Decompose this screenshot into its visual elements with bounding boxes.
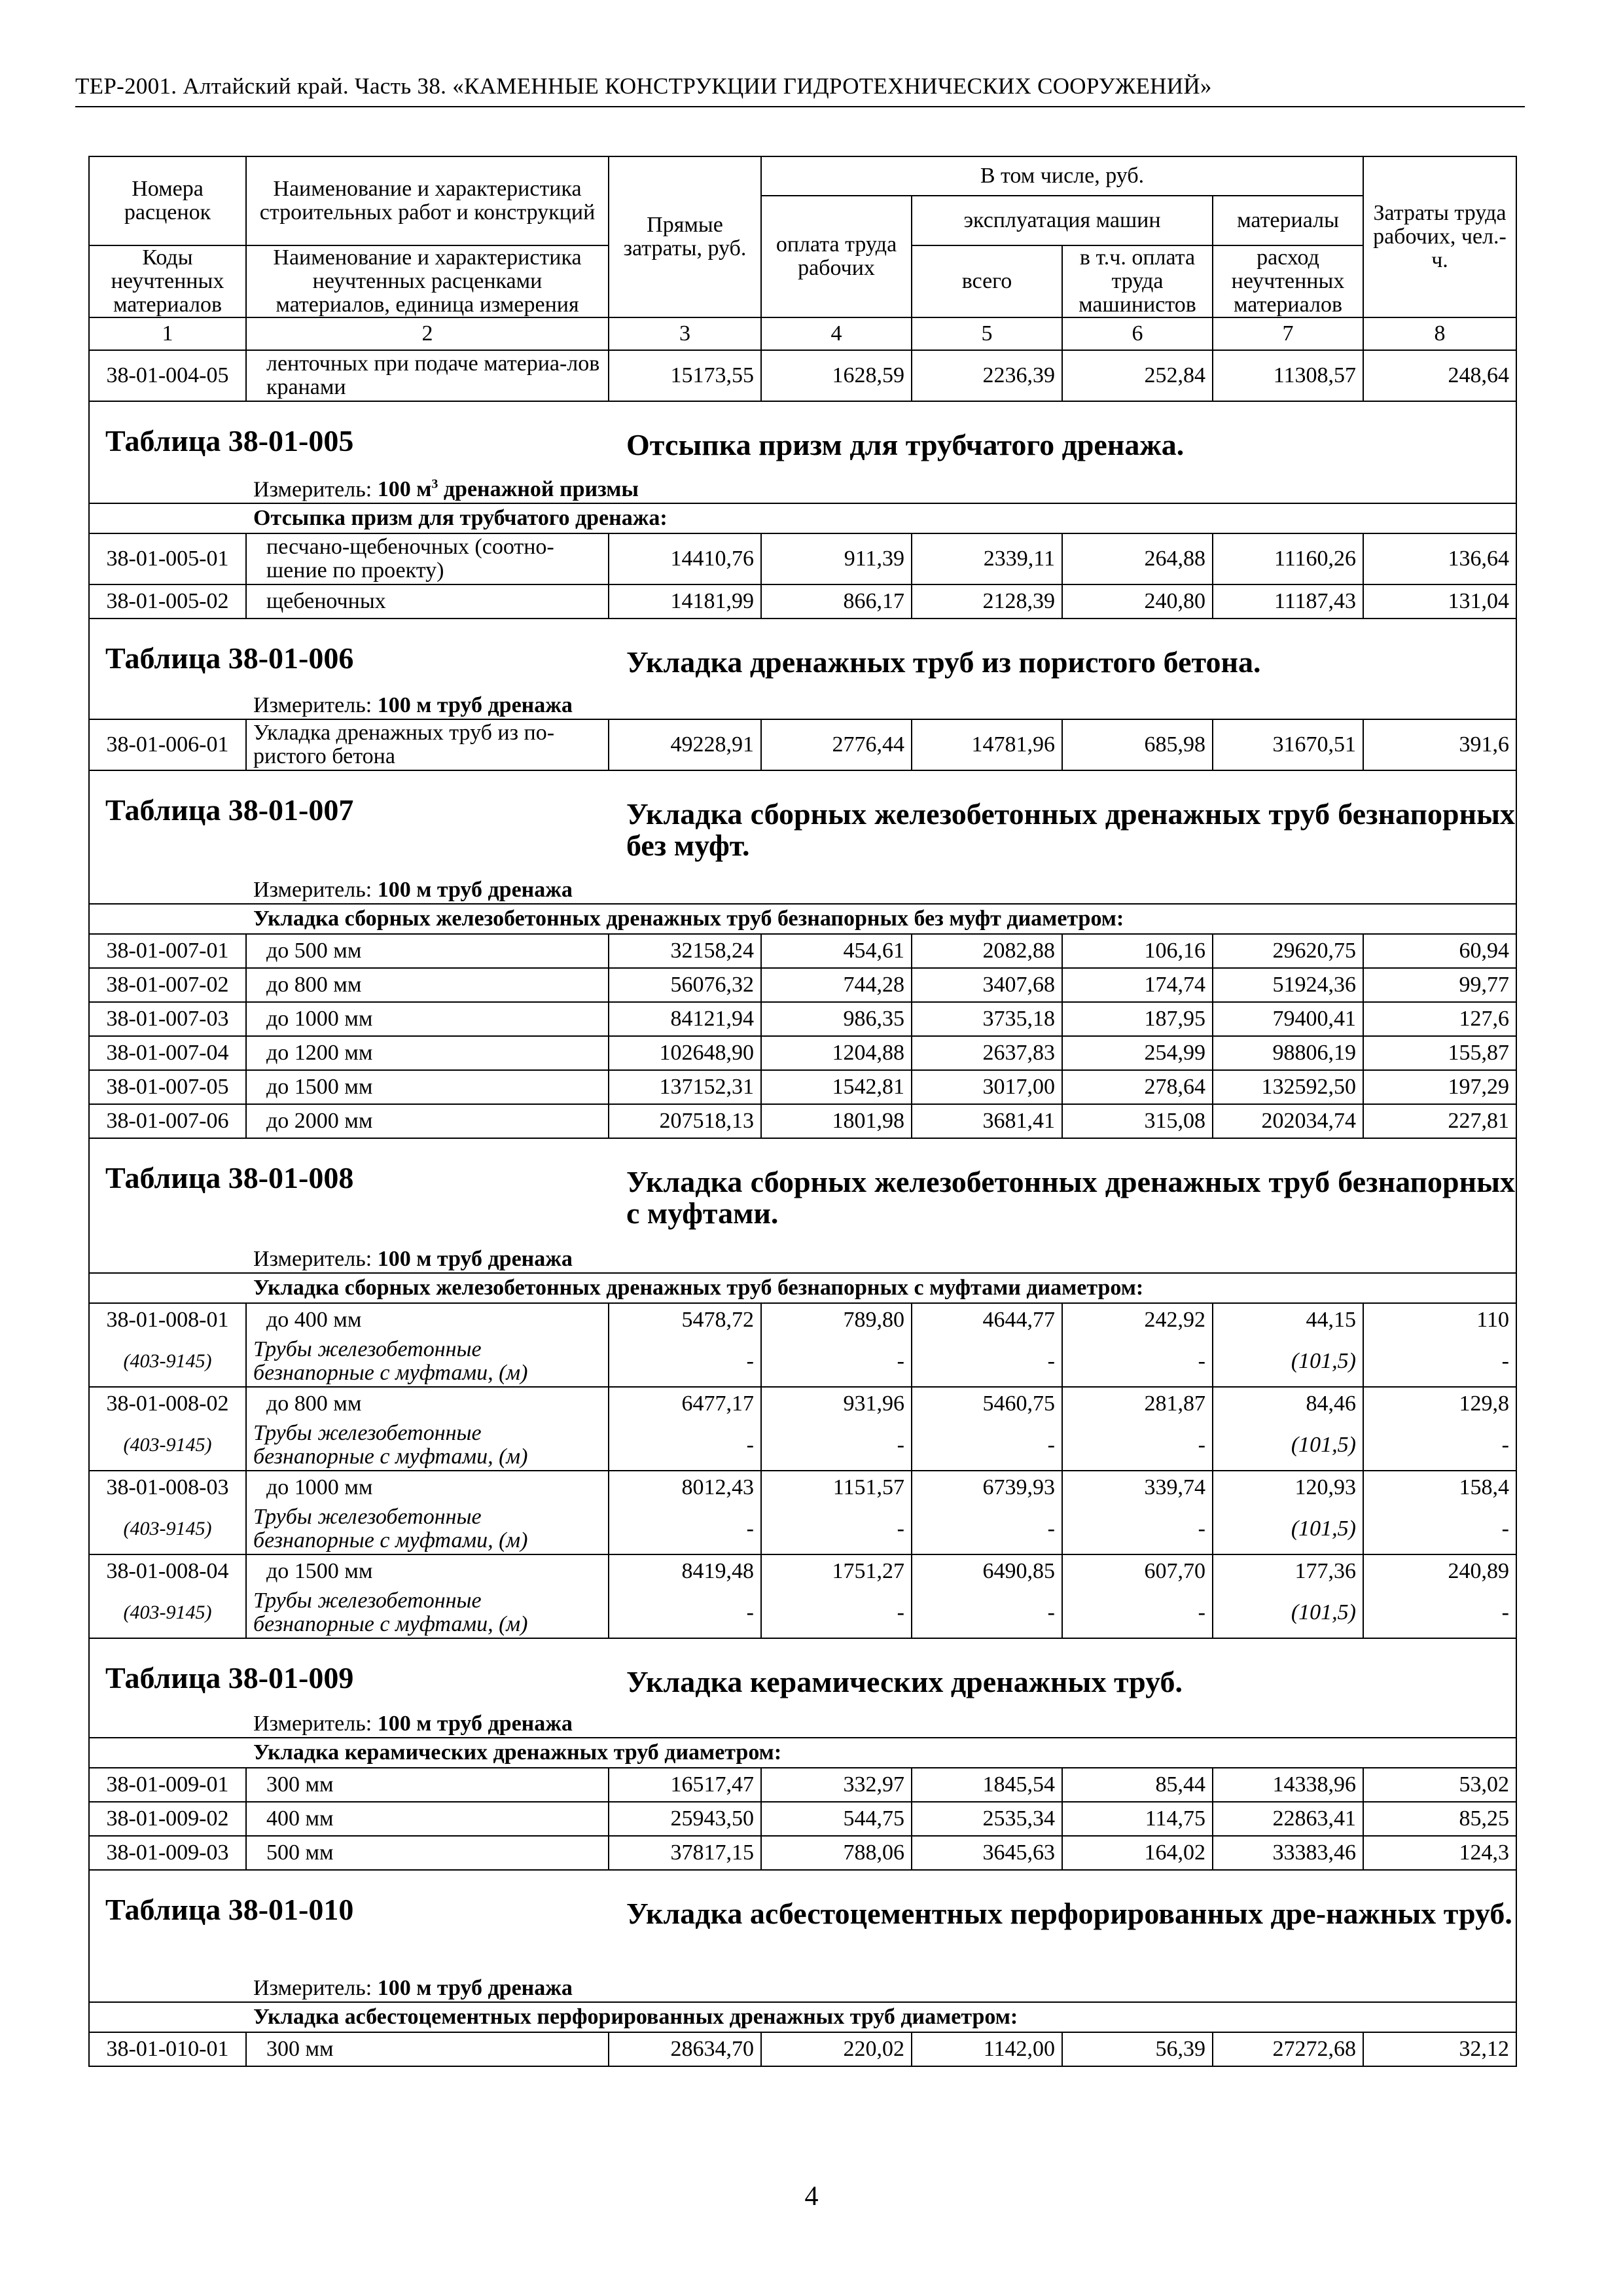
cell-pay: 1151,57	[761, 1471, 912, 1504]
cell-materials: 98806,19	[1213, 1036, 1363, 1070]
th-number: Номера расценок	[89, 156, 246, 245]
cell-machines-pay: 187,95	[1062, 1002, 1213, 1036]
cell-direct: 102648,90	[609, 1036, 761, 1070]
cell-machines-pay: 315,08	[1062, 1104, 1213, 1138]
material-row	[89, 1588, 1516, 1638]
cell-labor: 240,89	[1363, 1554, 1516, 1588]
cell-materials: 11187,43	[1213, 584, 1363, 619]
cell-machines: 2535,34	[912, 1802, 1062, 1836]
group-header: Укладка асбестоцементных перфорированных дренажных труб диаметром:	[89, 2002, 1516, 2032]
rate-code: 38-01-009-02	[89, 1802, 246, 1836]
rate-code: 38-01-007-06	[89, 1104, 246, 1138]
cell-machines-pay: -	[1062, 1420, 1213, 1471]
section-unit: Измеритель: 100 м труб дренажа	[253, 1976, 573, 2000]
cell-pay: 544,75	[761, 1802, 912, 1836]
colnum: 4	[761, 317, 912, 350]
section-header	[89, 1870, 1516, 2002]
cell-machines: 2637,83	[912, 1036, 1062, 1070]
cell-labor: 110	[1363, 1303, 1516, 1336]
section-header	[89, 1638, 1516, 1738]
group-header: Отсыпка призм для трубчатого дренажа:	[89, 503, 1516, 533]
cell-labor: 136,64	[1363, 533, 1516, 584]
rate-code: 38-01-007-05	[89, 1070, 246, 1104]
cell-machines: 3645,63	[912, 1836, 1062, 1870]
section-unit: Измеритель: 100 м труб дренажа	[253, 1247, 573, 1271]
cell-pay: -	[761, 1504, 912, 1554]
cell-direct: 84121,94	[609, 1002, 761, 1036]
cell-direct: 14410,76	[609, 533, 761, 584]
cell-machines: 5460,75	[912, 1387, 1062, 1420]
section-title: Таблица 38-01-007	[105, 793, 354, 827]
rate-code: 38-01-005-02	[89, 584, 246, 619]
cell-machines-pay: -	[1062, 1504, 1213, 1554]
cell-pay: 220,02	[761, 2032, 912, 2066]
cell-machines: 6490,85	[912, 1554, 1062, 1588]
cell-machines: 3681,41	[912, 1104, 1062, 1138]
rate-name: Укладка дренажных труб из по-ристого бетона	[246, 719, 609, 770]
th-pay: оплата труда рабочих	[761, 196, 912, 317]
th-machines-pay: в т.ч. оплата труда машинистов	[1062, 245, 1213, 317]
cell-materials: 120,93	[1213, 1471, 1363, 1504]
cell-materials: 51924,36	[1213, 968, 1363, 1002]
cell-labor: 131,04	[1363, 584, 1516, 619]
cell-materials: 29620,75	[1213, 934, 1363, 968]
cell-labor: 158,4	[1363, 1471, 1516, 1504]
cell-machines-pay: 264,88	[1062, 533, 1213, 584]
rate-name: до 800 мм	[246, 1387, 609, 1420]
cell-labor: -	[1363, 1336, 1516, 1387]
section-title: Таблица 38-01-008	[105, 1161, 354, 1194]
cell-direct: 8012,43	[609, 1471, 761, 1504]
material-code: (403-9145)	[89, 1504, 246, 1554]
section-name: Укладка сборных железобетонных дренажных труб безнапорных с муфтами.	[626, 1165, 1515, 1230]
cell-machines-pay: 164,02	[1062, 1836, 1213, 1870]
cell-machines-pay: 254,99	[1062, 1036, 1213, 1070]
colnum: 7	[1213, 317, 1363, 350]
cell-materials: 31670,51	[1213, 719, 1363, 770]
cell-materials: (101,5)	[1213, 1420, 1363, 1471]
cell-materials: 132592,50	[1213, 1070, 1363, 1104]
table-row	[89, 1554, 1516, 1588]
cell-machines-pay: -	[1062, 1336, 1213, 1387]
cell-labor: 129,8	[1363, 1387, 1516, 1420]
rate-code: 38-01-008-04	[89, 1554, 246, 1588]
table-row	[89, 1836, 1516, 1870]
cell-labor: 127,6	[1363, 1002, 1516, 1036]
colnum: 1	[89, 317, 246, 350]
cell-direct: -	[609, 1504, 761, 1554]
th-work-name: Наименование и характеристика строительных работ и конструкций	[246, 156, 609, 245]
cell-pay: 1204,88	[761, 1036, 912, 1070]
cell-pay: 2776,44	[761, 719, 912, 770]
section-title: Таблица 38-01-009	[105, 1661, 354, 1695]
material-code: (403-9145)	[89, 1420, 246, 1471]
material-code: (403-9145)	[89, 1336, 246, 1387]
table-row	[89, 1036, 1516, 1070]
cell-machines: 3017,00	[912, 1070, 1062, 1104]
cell-machines: 6739,93	[912, 1471, 1062, 1504]
cell-pay: 1628,59	[761, 350, 912, 401]
cell-machines: 14781,96	[912, 719, 1062, 770]
cell-direct: 207518,13	[609, 1104, 761, 1138]
material-name: Трубы железобетонные безнапорные с муфтами, (м)	[246, 1504, 609, 1554]
cell-machines-pay: 85,44	[1062, 1768, 1213, 1802]
cell-labor: 227,81	[1363, 1104, 1516, 1138]
table-row	[89, 350, 1516, 401]
rate-code: 38-01-009-03	[89, 1836, 246, 1870]
section-unit: Измеритель: 100 м труб дренажа	[253, 693, 573, 717]
cell-materials: 27272,68	[1213, 2032, 1363, 2066]
cell-materials: (101,5)	[1213, 1588, 1363, 1638]
cell-machines: 2236,39	[912, 350, 1062, 401]
cell-machines-pay: 174,74	[1062, 968, 1213, 1002]
table-row	[89, 1471, 1516, 1504]
cell-labor: 53,02	[1363, 1768, 1516, 1802]
cell-machines-pay: 240,80	[1062, 584, 1213, 619]
cell-direct: 16517,47	[609, 1768, 761, 1802]
cell-pay: 332,97	[761, 1768, 912, 1802]
section-header	[89, 619, 1516, 719]
cell-pay: 788,06	[761, 1836, 912, 1870]
cell-labor: -	[1363, 1420, 1516, 1471]
cell-labor: 155,87	[1363, 1036, 1516, 1070]
rate-code: 38-01-009-01	[89, 1768, 246, 1802]
section-unit: Измеритель: 100 м труб дренажа	[253, 878, 573, 902]
table-row	[89, 968, 1516, 1002]
cell-machines: -	[912, 1504, 1062, 1554]
rate-code: 38-01-008-03	[89, 1471, 246, 1504]
cell-pay: 986,35	[761, 1002, 912, 1036]
section-title: Таблица 38-01-006	[105, 641, 354, 675]
rate-name: 500 мм	[246, 1836, 609, 1870]
rate-name: до 1500 мм	[246, 1554, 609, 1588]
material-name: Трубы железобетонные безнапорные с муфтами, (м)	[246, 1588, 609, 1638]
cell-machines-pay: 281,87	[1062, 1387, 1213, 1420]
cell-pay: 866,17	[761, 584, 912, 619]
th-material-name: Наименование и характеристика неучтенных расценками материалов, единица измерения	[246, 245, 609, 317]
material-row	[89, 1336, 1516, 1387]
cell-materials: 33383,46	[1213, 1836, 1363, 1870]
rate-name: до 800 мм	[246, 968, 609, 1002]
page-number: 4	[804, 2181, 819, 2212]
section-unit: Измеритель: 100 м труб дренажа	[253, 1712, 573, 1736]
cell-direct: -	[609, 1420, 761, 1471]
section-name: Укладка керамических дренажных труб.	[626, 1665, 1183, 1698]
rate-code: 38-01-010-01	[89, 2032, 246, 2066]
section-header	[89, 401, 1516, 503]
rate-name: до 1500 мм	[246, 1070, 609, 1104]
cell-labor: 124,3	[1363, 1836, 1516, 1870]
section-title: Таблица 38-01-010	[105, 1893, 354, 1926]
th-machines-total: всего	[912, 245, 1062, 317]
th-machines: эксплуатация машин	[912, 196, 1213, 245]
material-name: Трубы железобетонные безнапорные с муфтами, (м)	[246, 1420, 609, 1471]
table-row	[89, 1802, 1516, 1836]
cell-direct: -	[609, 1336, 761, 1387]
cell-machines-pay: 685,98	[1062, 719, 1213, 770]
cell-pay: 931,96	[761, 1387, 912, 1420]
table-row	[89, 1104, 1516, 1138]
cell-direct: 8419,48	[609, 1554, 761, 1588]
section-name: Укладка дренажных труб из пористого бетона.	[626, 645, 1261, 679]
running-header: ТЕР-2001. Алтайский край. Часть 38. «КАМЕННЫЕ КОНСТРУКЦИИ ГИДРОТЕХНИЧЕСКИХ СООРУЖЕНИЙ»	[75, 73, 1525, 107]
rate-code: 38-01-005-01	[89, 533, 246, 584]
cell-machines: 1845,54	[912, 1768, 1062, 1802]
material-code: (403-9145)	[89, 1588, 246, 1638]
cell-materials: 177,36	[1213, 1554, 1363, 1588]
cell-labor: 197,29	[1363, 1070, 1516, 1104]
cell-materials: 84,46	[1213, 1387, 1363, 1420]
cell-machines: 1142,00	[912, 2032, 1062, 2066]
section-name: Отсыпка призм для трубчатого дренажа.	[626, 428, 1185, 461]
cell-machines-pay: 106,16	[1062, 934, 1213, 968]
rate-name: до 400 мм	[246, 1303, 609, 1336]
rate-name: до 1000 мм	[246, 1471, 609, 1504]
cell-direct: 37817,15	[609, 1836, 761, 1870]
table-row	[89, 2032, 1516, 2066]
th-labor: Затраты труда рабочих, чел.-ч.	[1363, 156, 1516, 317]
cell-machines: -	[912, 1588, 1062, 1638]
cell-direct: 49228,91	[609, 719, 761, 770]
cell-machines: -	[912, 1336, 1062, 1387]
rate-name: 300 мм	[246, 1768, 609, 1802]
cell-machines-pay: 607,70	[1062, 1554, 1213, 1588]
cell-materials: 14338,96	[1213, 1768, 1363, 1802]
cell-direct: 15173,55	[609, 350, 761, 401]
th-direct-costs: Прямые затраты, руб.	[609, 156, 761, 317]
table-row	[89, 934, 1516, 968]
rate-name: щебеночных	[246, 584, 609, 619]
rate-name: 400 мм	[246, 1802, 609, 1836]
cell-machines: 2082,88	[912, 934, 1062, 968]
cell-direct: 6477,17	[609, 1387, 761, 1420]
table-row	[89, 1303, 1516, 1336]
group-header: Укладка керамических дренажных труб диаметром:	[89, 1738, 1516, 1768]
th-including: В том числе, руб.	[761, 156, 1363, 196]
section-header	[89, 1138, 1516, 1273]
rate-code: 38-01-008-02	[89, 1387, 246, 1420]
material-row	[89, 1504, 1516, 1554]
rate-name: до 500 мм	[246, 934, 609, 968]
cell-labor: 60,94	[1363, 934, 1516, 968]
cell-pay: -	[761, 1336, 912, 1387]
table-row	[89, 1002, 1516, 1036]
cell-machines: -	[912, 1420, 1062, 1471]
rate-name: песчано-щебеночных (соотно-шение по проекту)	[246, 533, 609, 584]
cell-machines: 3407,68	[912, 968, 1062, 1002]
colnum: 5	[912, 317, 1062, 350]
table-row	[89, 1387, 1516, 1420]
cell-pay: 789,80	[761, 1303, 912, 1336]
cell-machines-pay: 114,75	[1062, 1802, 1213, 1836]
cell-machines-pay: 339,74	[1062, 1471, 1213, 1504]
section-title: Таблица 38-01-005	[105, 424, 354, 457]
cell-pay: 911,39	[761, 533, 912, 584]
cell-pay: 1542,81	[761, 1070, 912, 1104]
cell-pay: 1751,27	[761, 1554, 912, 1588]
section-name: Укладка асбестоцементных перфорированных дре-нажных труб.	[626, 1897, 1512, 1930]
rate-code: 38-01-006-01	[89, 719, 246, 770]
cell-direct: 25943,50	[609, 1802, 761, 1836]
rate-name: 300 мм	[246, 2032, 609, 2066]
table-row	[89, 584, 1516, 619]
cell-materials: 11308,57	[1213, 350, 1363, 401]
rate-code: 38-01-007-02	[89, 968, 246, 1002]
cell-materials: 11160,26	[1213, 533, 1363, 584]
material-row	[89, 1420, 1516, 1471]
cell-materials: 44,15	[1213, 1303, 1363, 1336]
cell-pay: 744,28	[761, 968, 912, 1002]
rate-name: до 1000 мм	[246, 1002, 609, 1036]
colnum: 6	[1062, 317, 1213, 350]
cell-labor: -	[1363, 1588, 1516, 1638]
column-numbers	[89, 317, 1516, 350]
cell-machines: 2128,39	[912, 584, 1062, 619]
cell-direct: 56076,32	[609, 968, 761, 1002]
cell-direct: 28634,70	[609, 2032, 761, 2066]
cell-labor: -	[1363, 1504, 1516, 1554]
section-header	[89, 770, 1516, 904]
cell-machines-pay: 56,39	[1062, 2032, 1213, 2066]
cell-pay: 454,61	[761, 934, 912, 968]
table-row	[89, 719, 1516, 770]
cell-direct: 32158,24	[609, 934, 761, 968]
table-row	[89, 1070, 1516, 1104]
cell-machines: 2339,11	[912, 533, 1062, 584]
colnum: 2	[246, 317, 609, 350]
cell-materials: 79400,41	[1213, 1002, 1363, 1036]
th-material-codes: Коды неучтенных материалов	[89, 245, 246, 317]
cell-direct: 14181,99	[609, 584, 761, 619]
group-header: Укладка сборных железобетонных дренажных труб безнапорных без муфт диаметром:	[89, 904, 1516, 934]
material-name: Трубы железобетонные безнапорные с муфтами, (м)	[246, 1336, 609, 1387]
cell-materials: 202034,74	[1213, 1104, 1363, 1138]
cell-labor: 99,77	[1363, 968, 1516, 1002]
rate-code: 38-01-007-01	[89, 934, 246, 968]
rate-name: ленточных при подаче материа-лов кранами	[246, 350, 609, 401]
rate-code: 38-01-008-01	[89, 1303, 246, 1336]
cell-direct: 137152,31	[609, 1070, 761, 1104]
cell-pay: -	[761, 1588, 912, 1638]
cell-labor: 32,12	[1363, 2032, 1516, 2066]
rate-code: 38-01-007-03	[89, 1002, 246, 1036]
rate-name: до 1200 мм	[246, 1036, 609, 1070]
cell-machines: 4644,77	[912, 1303, 1062, 1336]
th-materials: материалы	[1213, 196, 1363, 245]
cell-machines-pay: 242,92	[1062, 1303, 1213, 1336]
cell-materials: 22863,41	[1213, 1802, 1363, 1836]
rate-code: 38-01-004-05	[89, 350, 246, 401]
cell-labor: 391,6	[1363, 719, 1516, 770]
cell-pay: 1801,98	[761, 1104, 912, 1138]
cell-machines: 3735,18	[912, 1002, 1062, 1036]
cell-labor: 248,64	[1363, 350, 1516, 401]
group-header: Укладка сборных железобетонных дренажных труб безнапорных с муфтами диаметром:	[89, 1273, 1516, 1303]
colnum: 8	[1363, 317, 1516, 350]
rate-code: 38-01-007-04	[89, 1036, 246, 1070]
section-name: Укладка сборных железобетонных дренажных труб безнапорных без муфт.	[626, 797, 1515, 862]
cell-machines-pay: 252,84	[1062, 350, 1213, 401]
th-materials-usage: расход неучтенных материалов	[1213, 245, 1363, 317]
cell-materials: (101,5)	[1213, 1504, 1363, 1554]
cell-pay: -	[761, 1420, 912, 1471]
table-row	[89, 533, 1516, 584]
cell-direct: 5478,72	[609, 1303, 761, 1336]
rate-name: до 2000 мм	[246, 1104, 609, 1138]
colnum: 3	[609, 317, 761, 350]
table-row	[89, 1768, 1516, 1802]
cell-direct: -	[609, 1588, 761, 1638]
cell-materials: (101,5)	[1213, 1336, 1363, 1387]
cell-machines-pay: 278,64	[1062, 1070, 1213, 1104]
price-table	[88, 156, 1517, 2067]
section-unit: Измеритель: 100 $м^3$ дренажной призмы	[253, 476, 639, 501]
cell-machines-pay: -	[1062, 1588, 1213, 1638]
cell-labor: 85,25	[1363, 1802, 1516, 1836]
